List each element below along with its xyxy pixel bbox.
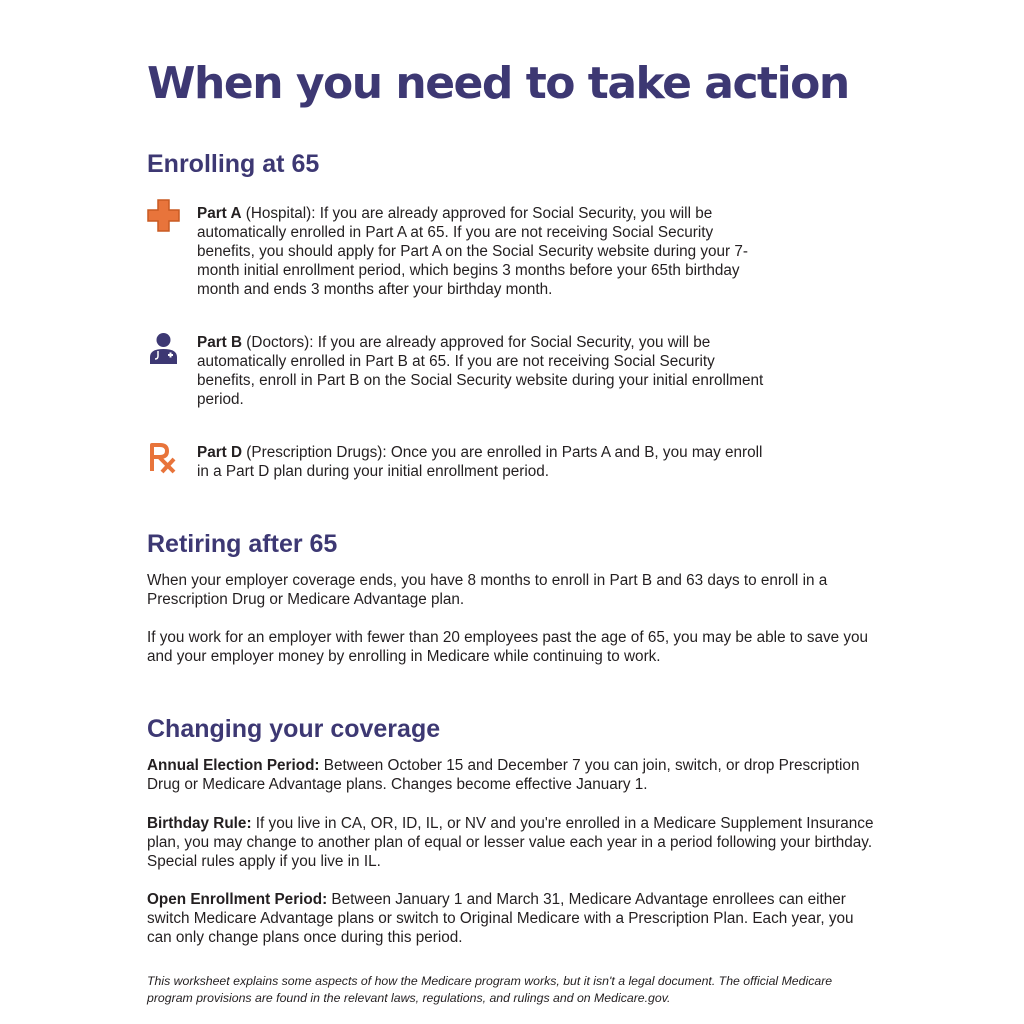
annual-election-label: Annual Election Period: (147, 757, 320, 774)
retiring-paragraph-2: If you work for an employer with fewer than 20 employees past the age of 65, you may be able to save you and your employer money by enrolling in Medicare while continuing to work. (147, 629, 869, 665)
annual-election-text: Between October 15 and December 7 you can join, switch, or drop Prescription Drug or Medicare Advantage plans. Changes become effective January 1. (147, 757, 860, 793)
retiring-paragraph-1: When your employer coverage ends, you have 8 months to enroll in Part B and 63 days to enroll in a Prescription Drug or Medicare Advantage plan. (147, 572, 828, 608)
part-d-label: Part D (197, 444, 243, 461)
part-a-label: Part A (197, 205, 242, 222)
annual-election-paragraph (147, 756, 877, 794)
part-b-label: Part B (197, 334, 243, 351)
open-enrollment-label: Open Enrollment Period: (147, 891, 328, 908)
open-enrollment-text: Between January 1 and March 31, Medicare Advantage enrollees can either switch Medicare Advantage plans or switch to Original Medicare with a Prescription Plan. Each year, you can only change plans once during this period. (147, 891, 854, 946)
section-heading-enrolling: Enrolling at 65 (147, 150, 320, 178)
hospital-cross-icon (147, 199, 180, 232)
birthday-rule-paragraph (147, 814, 877, 871)
footnote: This worksheet explains some aspects of how the Medicare program works, but it isn't a legal document. The official Medicare program provisions are found in the relevant laws, regulations, and rulings and on Medicare.gov. (147, 974, 833, 1005)
section-heading-retiring: Retiring after 65 (147, 530, 338, 558)
part-a-paragraph (197, 204, 767, 299)
birthday-rule-text: If you live in CA, OR, ID, IL, or NV and you're enrolled in a Medicare Supplement Insurance plan, you may change to another plan of equal or lesser value each year in a period following your birthday. Special rules apply if you live in IL. (147, 815, 874, 870)
part-d-paragraph (197, 443, 767, 481)
section-heading-changing: Changing your coverage (147, 715, 441, 743)
open-enrollment-paragraph (147, 890, 877, 947)
part-a-text: (Hospital): If you are already approved for Social Security, you will be automatically enrolled in Part A at 65. If you are not receiving Social Security benefits, you should apply for Part A on the Social Security website during your 7-month initial enrollment period, which begins 3 months before your 65th birthday month and ends 3 months after your birthday month. (197, 205, 749, 298)
birthday-rule-label: Birthday Rule: (147, 815, 252, 832)
prescription-rx-icon (147, 441, 179, 475)
part-b-text: (Doctors): If you are already approved for Social Security, you will be automatically enrolled in Part B at 65. If you are not receiving Social Security benefits, enroll in Part B on the Social Security website during your initial enrollment period. (197, 334, 764, 408)
page-title: When you need to take action (147, 58, 849, 109)
part-b-paragraph (197, 333, 767, 409)
doctor-icon (147, 332, 180, 365)
part-d-text: (Prescription Drugs): Once you are enrolled in Parts A and B, you may enroll in a Part D plan during your initial enrollment period. (197, 444, 763, 480)
